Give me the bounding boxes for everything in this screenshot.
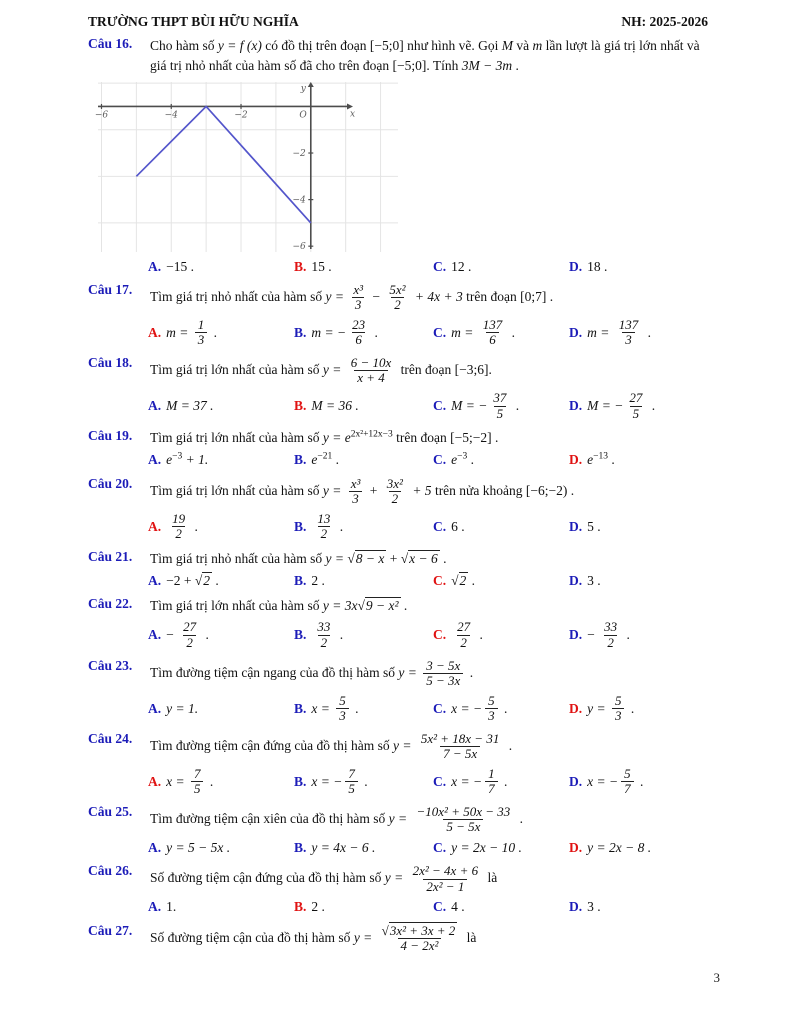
answer-option-letter: B.	[294, 324, 307, 340]
function-graph-chart	[94, 82, 398, 252]
answer-option-letter: B.	[294, 258, 307, 274]
answer-options-row	[148, 693, 708, 725]
answer-option: C. M = − $\frac{37}{5}$ .	[433, 390, 520, 421]
answer-option-letter: B.	[294, 518, 307, 534]
page-header	[88, 14, 708, 30]
fraction: $\frac{5}{7}$	[621, 767, 634, 797]
answer-option: B. x = − $\frac{7}{5}$ .	[294, 765, 368, 797]
answer-option-letter: A.	[148, 518, 162, 534]
radical-sign: √	[194, 573, 203, 588]
answer-options-row	[148, 572, 708, 590]
answer-option: D. M = − $\frac{27}{5}$ .	[569, 390, 656, 421]
answer-option: A. x = $\frac{7}{5}$ .	[148, 765, 214, 797]
answer-option: B. y = 4x − 6 .	[294, 839, 433, 857]
fraction: $\frac{\text{x³}}{3}$	[350, 475, 361, 507]
power-expression: $e^{2x^2+12x-3}$	[344, 429, 393, 446]
svg-text:−2: −2	[234, 109, 248, 120]
answer-option-letter: A.	[148, 452, 162, 468]
power-expression: $e^{-3}$	[451, 451, 468, 468]
question-header	[88, 476, 708, 508]
answer-option: A. $e^{-3}$ + 1.	[148, 451, 294, 469]
question-number: Câu 19.	[88, 428, 133, 444]
answer-option: A. M = 37 .	[148, 397, 294, 415]
answer-option-letter: C.	[433, 899, 447, 915]
answer-option-letter: A.	[148, 258, 162, 274]
sqrt-expression: √9 − x²	[357, 598, 399, 614]
power-expression: $e^{-13}$	[587, 451, 608, 468]
question-number: Câu 16.	[88, 36, 133, 51]
answer-option-letter: B.	[294, 840, 307, 856]
radical-sign: √	[400, 550, 409, 566]
fraction: $\frac{5}{3}$	[336, 694, 349, 724]
school-name: TRƯỜNG THPT BÙI HỮU NGHĨA	[88, 14, 299, 29]
question-number: Câu 25.	[88, 803, 133, 819]
question-stem: Tìm đường tiệm cận ngang của đồ thị hàm số y = $\frac{3 - 5x}{5 - 3x}$ .	[150, 657, 474, 689]
answer-option: B. 2 .	[294, 898, 433, 916]
answer-options-row	[148, 317, 708, 349]
sqrt-expression: √x − 6	[400, 550, 438, 566]
answer-options-row	[148, 451, 708, 469]
answer-options-row	[148, 390, 708, 422]
answer-option: C. 6 .	[433, 518, 569, 536]
answer-option-letter: D.	[569, 627, 583, 643]
question-stem: Số đường tiệm cận của đồ thị hàm số y = $\frac{\text{√3x² + 3x + 2}}{\text{4 − 2x²}}$ là	[150, 922, 477, 954]
answer-option: B. 15 .	[294, 258, 433, 276]
answer-option: B. $\frac{13}{2}$ .	[294, 510, 344, 542]
answer-option: B. $e^{-21}$ .	[294, 451, 433, 469]
question	[88, 355, 708, 422]
question-header	[88, 36, 708, 77]
answer-option: C. x = − $\frac{1}{7}$ .	[433, 765, 508, 797]
answer-option: B. m = − $\frac{23}{6}$ .	[294, 316, 378, 348]
question-stem: Tìm giá trị nhỏ nhất của hàm số y = $\frac{\text{x³}}{3}$ − $\frac{\text{5x²}}{2}$ + 4x + 3 trên đoạn [0;7] .	[150, 281, 554, 313]
answer-option-letter: C.	[433, 258, 447, 274]
answer-option: C. y = 2x − 10 .	[433, 839, 569, 857]
question-stem: Tìm đường tiệm cận xiên của đồ thị hàm số y = $\frac{\text{−10x² + 50x − 33}}{5 - 5x}$ .	[150, 803, 524, 835]
sqrt-expression: √8 − x	[347, 550, 385, 566]
answer-option: A. − $\frac{27}{2}$ .	[148, 619, 209, 651]
answer-option-letter: D.	[569, 840, 583, 856]
question	[88, 282, 708, 349]
radical-sign: √	[347, 550, 355, 566]
question-number: Câu 27.	[88, 922, 133, 938]
answer-option: A. −2 + √2 .	[148, 572, 294, 590]
sqrt-expression: √2	[194, 573, 211, 588]
answer-option-letter: C.	[433, 324, 447, 340]
answer-option-letter: D.	[569, 518, 583, 534]
question-stem: Tìm giá trị nhỏ nhất của hàm số y = √8 − x + √x − 6 .	[150, 550, 447, 566]
answer-option: C. 4 .	[433, 898, 569, 916]
radical-sign: √	[451, 573, 459, 588]
answer-option: D. y = 2x − 8 .	[569, 839, 708, 857]
sqrt-expression: √2	[451, 573, 467, 588]
answer-options-row	[148, 258, 708, 276]
answer-option-letter: B.	[294, 397, 307, 413]
question-number: Câu 26.	[88, 863, 133, 879]
answer-option: A. −15 .	[148, 258, 294, 276]
fraction: $\frac{7}{5}$	[191, 767, 204, 797]
fraction: $\frac{3 - 5x}{5 - 3x}$	[423, 659, 463, 689]
question	[88, 804, 708, 857]
question-header	[88, 804, 708, 836]
answer-option-letter: A.	[148, 840, 162, 856]
fraction: $\frac{1}{3}$	[195, 318, 208, 348]
answer-option-letter: C.	[433, 573, 447, 588]
question-stem: Tìm giá trị lớn nhất của hàm số $y = e^{2x^2+12x-3}$ trên đoạn [−5;−2] .	[150, 429, 499, 446]
answer-option: D. 18 .	[569, 258, 708, 276]
answer-option: D. − $\frac{33}{2}$ .	[569, 619, 630, 651]
answer-option-letter: C.	[433, 452, 447, 468]
answer-option: B. 2 .	[294, 572, 433, 590]
answer-option: A. y = 1.	[148, 700, 294, 718]
power-expression: $e^{-21}$	[311, 451, 333, 468]
answer-option-letter: C.	[433, 773, 447, 789]
answer-option: D. y = $\frac{5}{3}$ .	[569, 692, 635, 724]
question	[88, 923, 708, 955]
question-stem: Số đường tiệm cận đứng của đồ thị hàm số y = $\frac{\text{2x² − 4x + 6}}{\text{2x² − 1}}$ là	[150, 863, 498, 894]
question-header	[88, 863, 708, 895]
question	[88, 36, 708, 276]
question-header	[88, 428, 708, 448]
answer-option: D. 5 .	[569, 518, 708, 536]
page-number: 3	[713, 970, 720, 985]
questions-list	[88, 36, 708, 955]
question-header	[88, 355, 708, 387]
question	[88, 731, 708, 798]
answer-option-letter: C.	[433, 397, 447, 413]
fraction: $\frac{27}{2}$	[457, 619, 471, 651]
fraction: $\frac{1}{7}$	[485, 767, 498, 797]
answer-option-letter: C.	[433, 840, 447, 856]
answer-option-letter: D.	[569, 899, 583, 915]
question-number: Câu 24.	[88, 730, 133, 746]
question-stem: Tìm giá trị lớn nhất của hàm số y = $\frac{\text{x³}}{3}$ + $\frac{\text{3x²}}{2}$ + 5 trên nửa khoảng [−6;−2) .	[150, 475, 575, 507]
fraction: $\frac{\text{x³}}{3}$	[353, 281, 363, 313]
answer-option-letter: A.	[148, 573, 162, 588]
question	[88, 658, 708, 725]
answer-option: D. x = − $\frac{5}{7}$ .	[569, 765, 644, 797]
school-year: NH: 2025-2026	[621, 14, 708, 29]
answer-option-letter: A.	[148, 700, 162, 716]
answer-options-row	[148, 839, 708, 857]
answer-option: B. M = 36 .	[294, 397, 433, 415]
question-header	[88, 282, 708, 314]
answer-option: A. $\frac{19}{2}$ .	[148, 510, 198, 542]
question-header	[88, 549, 708, 569]
answer-option: C. $e^{-3}$ .	[433, 451, 569, 469]
svg-text:−4: −4	[164, 109, 178, 120]
answer-option-letter: B.	[294, 627, 307, 643]
question-stem: Cho hàm số y = f (x) có đồ thị trên đoạn [−5;0] như hình vẽ. Gọi M và m lần lượt là giá trị lớn nhất và giá trị nhỏ nhất của hàm số đã cho trên đoạn [−5;0]. Tính 3M − 3m .	[150, 38, 703, 74]
answer-option: A. m = $\frac{1}{3}$ .	[148, 316, 217, 348]
answer-option: C. $\frac{27}{2}$ .	[433, 619, 483, 651]
fraction: $\frac{19}{2}$	[172, 510, 186, 542]
fraction: $\frac{\text{√3x² + 3x + 2}}{\text{4 − 2x²}}$	[381, 922, 456, 954]
question-stem: Tìm giá trị lớn nhất của hàm số y = 3x√9 − x² .	[150, 598, 408, 614]
graph-polyline	[136, 106, 310, 222]
answer-option-letter: A.	[148, 627, 162, 643]
answer-option: D. m = $\frac{137}{3}$ .	[569, 316, 651, 348]
svg-text:x: x	[350, 108, 356, 119]
fraction: $\frac{33}{2}$	[604, 619, 618, 651]
question-number: Câu 23.	[88, 657, 133, 673]
answer-options-row	[148, 766, 708, 798]
answer-option-letter: A.	[148, 397, 162, 413]
answer-options-row	[148, 898, 708, 916]
fraction: $\frac{7}{5}$	[345, 767, 358, 797]
question	[88, 549, 708, 590]
fraction: $\frac{\text{3x²}}{2}$	[386, 475, 403, 507]
answer-option-letter: A.	[148, 899, 162, 915]
answer-option-letter: B.	[294, 452, 307, 468]
question	[88, 863, 708, 916]
question-number: Câu 21.	[88, 548, 133, 564]
fraction: $\frac{\text{2x² − 4x + 6}}{\text{2x² − 1}}$	[412, 863, 479, 894]
fraction: $\frac{37}{5}$	[493, 390, 507, 421]
function-graph	[94, 82, 708, 252]
answer-option-letter: C.	[433, 700, 447, 716]
fraction: $\frac{6 - 10x}{x + 4}$	[350, 354, 392, 386]
question	[88, 476, 708, 543]
question-number: Câu 22.	[88, 596, 133, 612]
answer-option: D. 3 .	[569, 572, 708, 590]
answer-option-letter: D.	[569, 397, 583, 413]
question-number: Câu 17.	[88, 281, 133, 297]
question-header	[88, 596, 708, 616]
answer-option-letter: D.	[569, 324, 583, 340]
answer-option: C. x = − $\frac{5}{3}$ .	[433, 692, 508, 724]
fraction: $\frac{5}{3}$	[612, 694, 625, 724]
svg-text:−6: −6	[94, 109, 109, 120]
answer-option-letter: A.	[148, 773, 162, 789]
answer-option-letter: D.	[569, 573, 583, 588]
fraction: $\frac{\text{5x² + 18x − 31}}{7 - 5x}$	[420, 730, 500, 762]
answer-option-letter: B.	[294, 700, 307, 716]
answer-option-letter: D.	[569, 258, 583, 274]
answer-options-row	[148, 619, 708, 651]
answer-option-letter: C.	[433, 627, 447, 643]
fraction: $\frac{33}{2}$	[317, 619, 331, 651]
fraction: $\frac{137}{6}$	[482, 316, 503, 348]
fraction: $\frac{13}{2}$	[317, 510, 331, 542]
answer-option-letter: D.	[569, 700, 583, 716]
fraction: $\frac{\text{5x²}}{2}$	[389, 281, 406, 313]
question-number: Câu 18.	[88, 354, 133, 370]
question	[88, 596, 708, 651]
answer-option: C. m = $\frac{137}{6}$ .	[433, 316, 515, 348]
answer-option-letter: A.	[148, 324, 162, 340]
radical-sign: √	[381, 922, 389, 938]
fraction: $\frac{\text{−10x² + 50x − 33}}{5 - 5x}$	[416, 803, 511, 835]
answer-option-letter: B.	[294, 573, 307, 588]
answer-option: A. 1.	[148, 898, 294, 916]
fraction: $\frac{137}{3}$	[618, 316, 639, 348]
svg-text:y: y	[300, 83, 306, 94]
question-header	[88, 923, 708, 955]
fraction: $\frac{23}{6}$	[352, 316, 366, 348]
answer-option-letter: B.	[294, 899, 307, 915]
answer-option: D. $e^{-13}$ .	[569, 451, 708, 469]
fraction: $\frac{27}{2}$	[183, 619, 197, 651]
question-number: Câu 20.	[88, 475, 133, 491]
answer-option: B. $\frac{33}{2}$ .	[294, 619, 344, 651]
answer-option: C. √2 .	[433, 572, 569, 590]
question	[88, 428, 708, 469]
answer-option: C. 12 .	[433, 258, 569, 276]
svg-text:−4: −4	[292, 195, 306, 206]
answer-option: A. y = 5 − 5x .	[148, 839, 294, 857]
answer-option: B. x = $\frac{5}{3}$ .	[294, 692, 359, 724]
radical-sign: √	[357, 598, 365, 614]
svg-text:−6: −6	[292, 241, 306, 252]
power-expression: $e^{-3}$	[166, 451, 183, 468]
fraction: $\frac{5}{3}$	[485, 694, 498, 724]
answer-option-letter: D.	[569, 773, 583, 789]
answer-option: D. 3 .	[569, 898, 708, 916]
answer-options-row	[148, 511, 708, 543]
answer-option-letter: B.	[294, 773, 307, 789]
question-header	[88, 658, 708, 690]
answer-option-letter: D.	[569, 452, 583, 468]
svg-text:−2: −2	[292, 148, 306, 159]
question-header	[88, 731, 708, 763]
svg-text:O: O	[299, 109, 307, 120]
question-stem: Tìm đường tiệm cận đứng của đồ thị hàm số y = $\frac{\text{5x² + 18x − 31}}{7 - 5x}$ .	[150, 730, 513, 762]
answer-option-letter: C.	[433, 518, 447, 534]
sqrt-expression: √3x² + 3x + 2	[381, 922, 456, 938]
fraction: $\frac{27}{5}$	[629, 390, 643, 421]
question-stem: Tìm giá trị lớn nhất của hàm số y = $\frac{6 - 10x}{x + 4}$ trên đoạn [−3;6].	[150, 354, 492, 386]
